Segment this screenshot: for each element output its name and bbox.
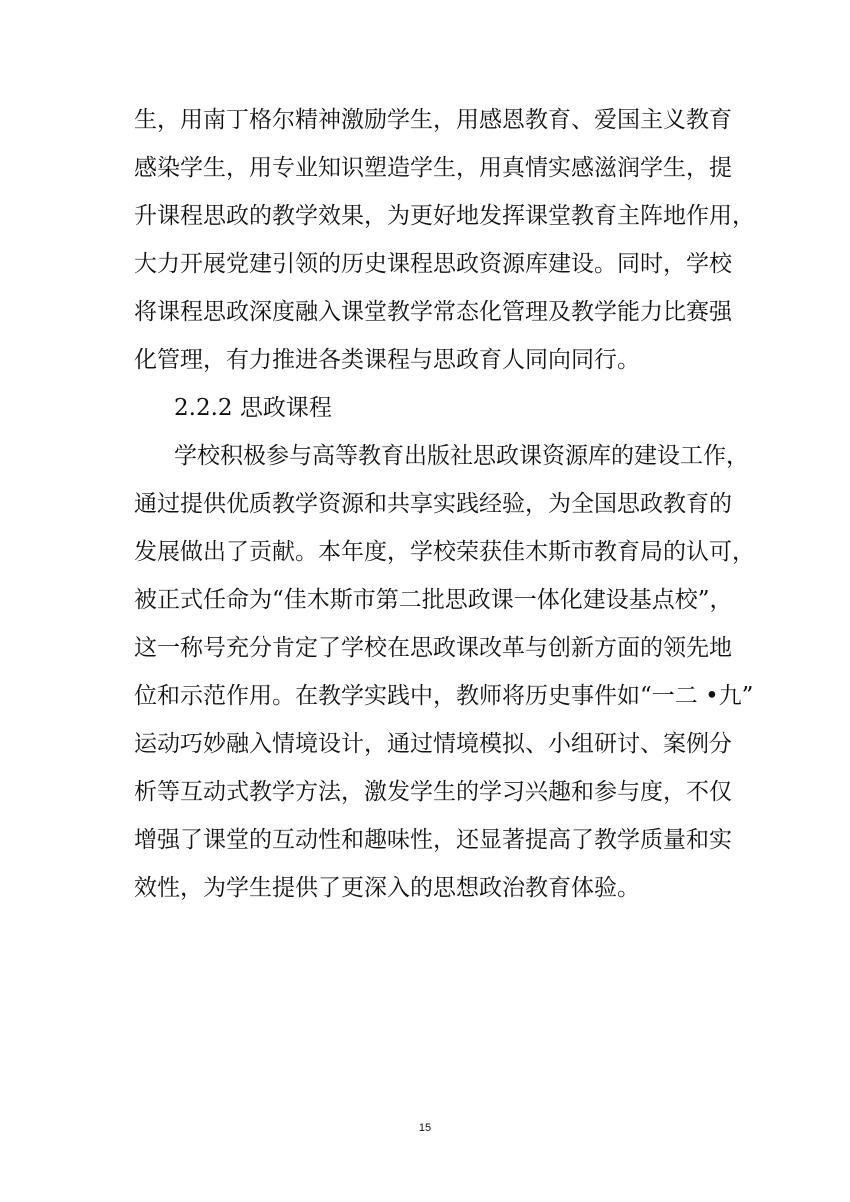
paragraph-line: 学校积极参与高等教育出版社思政课资源库的建设工作， — [174, 443, 749, 469]
paragraph-line: 升课程思政的教学效果，为更好地发挥课堂教育主阵地作用， — [134, 203, 755, 229]
paragraph-line: 位和示范作用。在教学实践中，教师将历史事件如“一二 •九” — [134, 683, 754, 709]
paragraph-line: 这一称号充分肯定了学校在思政课改革与创新方面的领先地 — [134, 635, 732, 661]
section-heading: 2.2.2 思政课程 — [174, 395, 332, 421]
paragraph-line: 析等互动式教学方法，激发学生的学习兴趣和参与度，不仅 — [134, 779, 732, 805]
paragraph-line: 增强了课堂的互动性和趣味性，还显著提高了教学质量和实 — [134, 827, 732, 853]
paragraph-line: 大力开展党建引领的历史课程思政资源库建设。同时，学校 — [134, 251, 732, 277]
paragraph-line: 化管理，有力推进各类课程与思政育人同向同行。 — [134, 347, 640, 373]
paragraph-line: 发展做出了贡献。本年度，学校荣获佳木斯市教育局的认可， — [134, 539, 755, 565]
paragraph-2 — [134, 432, 755, 912]
paragraph-line: 感染学生，用专业知识塑造学生，用真情实感滋润学生，提 — [134, 155, 732, 181]
paragraph-line: 效性，为学生提供了更深入的思想政治教育体验。 — [134, 875, 640, 901]
paragraph-line: 被正式任命为“佳木斯市第二批思政课一体化建设基点校”， — [134, 587, 733, 613]
paragraph-line: 生，用南丁格尔精神激励学生，用感恩教育、爱国主义教育 — [134, 107, 732, 133]
paragraph-line: 运动巧妙融入情境设计，通过情境模拟、小组研讨、案例分 — [134, 731, 732, 757]
paragraph-1 — [134, 96, 755, 384]
page-number: 15 — [418, 1122, 432, 1134]
paragraph-line: 将课程思政深度融入课堂教学常态化管理及教学能力比赛强 — [134, 299, 732, 325]
paragraph-line: 通过提供优质教学资源和共享实践经验，为全国思政教育的 — [134, 491, 732, 517]
body-text — [134, 96, 755, 912]
